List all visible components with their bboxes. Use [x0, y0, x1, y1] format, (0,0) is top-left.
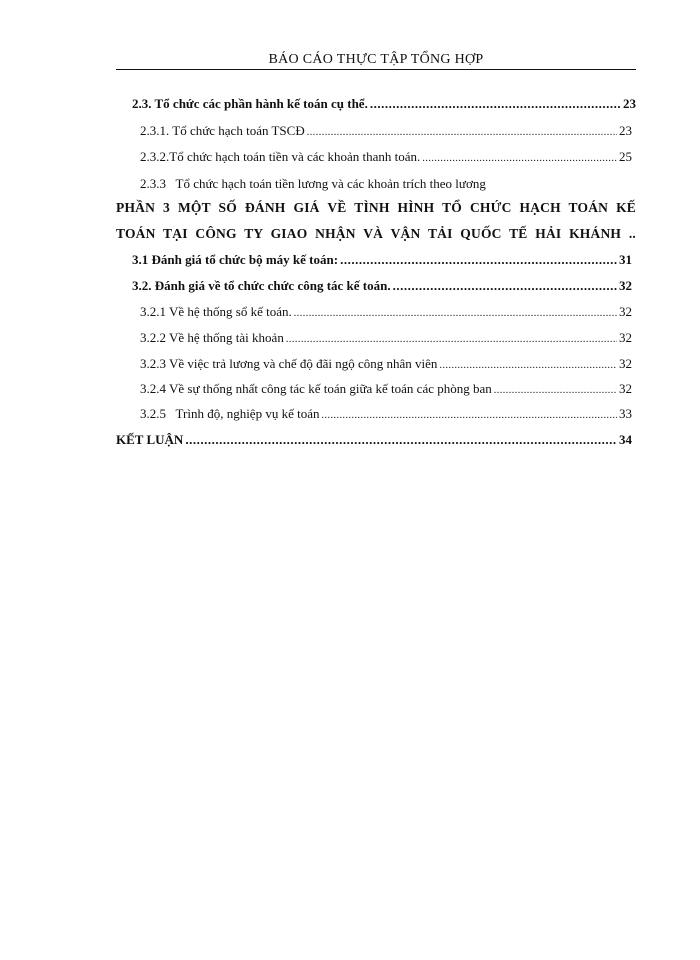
toc-dot-leader: [494, 385, 617, 396]
toc-dot-leader: [286, 334, 617, 345]
toc-entry-3-2-3[interactable]: [140, 356, 632, 372]
toc-entry-ket-luan[interactable]: [116, 432, 632, 448]
toc-entry-3-2-1[interactable]: [140, 304, 632, 320]
toc-entry-page: 31: [619, 252, 632, 267]
toc-entry-title: 3.1 Đánh giá tổ chức bộ máy kế toán:: [132, 252, 339, 267]
toc-entry-title: 2.3. Tổ chức các phần hành kế toán cụ thể.: [132, 96, 368, 111]
toc-entry-page: 25: [619, 149, 632, 164]
toc-entry-page: 33: [619, 406, 632, 421]
toc-entry-2-3-2[interactable]: [140, 149, 632, 165]
toc-entry-2-3[interactable]: [132, 96, 636, 112]
toc-entry-page: 32: [619, 356, 632, 371]
toc-dot-leader: [393, 278, 617, 294]
toc-entry-3-2-2[interactable]: [140, 330, 632, 346]
toc-dot-leader: [340, 252, 617, 268]
toc-part-3-line-1[interactable]: PHẦN 3 MỘT SỐ ĐÁNH GIÁ VỀ TÌNH HÌNH TỔ CHỨC HẠCH TOÁN KẾ: [116, 200, 636, 215]
toc-dot-leader: [294, 308, 617, 319]
toc-dot-leader: [321, 410, 617, 421]
toc-entry-page: 23: [623, 96, 636, 111]
toc-entry-title: 3.2.3 Về việc trả lương và chế độ đãi ngộ công nhân viên: [140, 356, 438, 371]
toc-entry-title: KẾT LUẬN: [116, 432, 184, 447]
page-header-title: BÁO CÁO THỰC TẬP TỔNG HỢP: [268, 52, 484, 67]
toc-entry-2-3-1[interactable]: [140, 123, 632, 139]
toc-entry-page: 23: [619, 123, 632, 138]
toc-entry-title: 3.2.4 Về sự thống nhất công tác kế toán giữa kế toán các phòng ban: [140, 381, 492, 396]
toc-entry-3-2[interactable]: [132, 278, 632, 294]
toc-entry-title: 3.2.1 Về hệ thống sổ kế toán.: [140, 304, 292, 319]
toc-entry-3-1[interactable]: [132, 252, 632, 268]
toc-dot-leader: [307, 127, 617, 138]
toc-entry-page: 32: [619, 381, 632, 396]
toc-entry-page: 32: [619, 304, 632, 319]
toc-dot-leader: [439, 360, 617, 371]
toc-entry-title: 3.2.2 Về hệ thống tài khoản: [140, 330, 284, 345]
toc-entry-3-2-4[interactable]: [140, 381, 632, 397]
toc-entry-page: 32: [619, 330, 632, 345]
toc-entry-title: 3.2. Đánh giá về tổ chức chức công tác kế toán.: [132, 278, 391, 293]
toc-dot-leader: [185, 432, 617, 448]
toc-entry-page: 34: [619, 432, 632, 447]
toc-entry-title: 2.3.2.Tổ chức hạch toán tiền và các khoản thanh toán.: [140, 149, 421, 164]
toc-entry-2-3-3[interactable]: 2.3.3 Tổ chức hạch toán tiền lương và các khoản trích theo lương: [140, 176, 486, 191]
toc-dot-leader: [422, 153, 617, 164]
toc-entry-title: 3.2.5 Trình độ, nghiệp vụ kế toán: [140, 406, 320, 421]
toc-entry-3-2-5[interactable]: [140, 406, 632, 422]
toc-entry-title: 2.3.1. Tổ chức hạch toán TSCĐ: [140, 123, 305, 138]
toc-part-3-line-2[interactable]: TOÁN TẠI CÔNG TY GIAO NHẬN VÀ VẬN TẢI QUỐC TẾ HẢI KHÁNH ..: [116, 226, 636, 241]
toc-dot-leader: [370, 96, 621, 112]
toc-entry-page: 32: [619, 278, 632, 293]
